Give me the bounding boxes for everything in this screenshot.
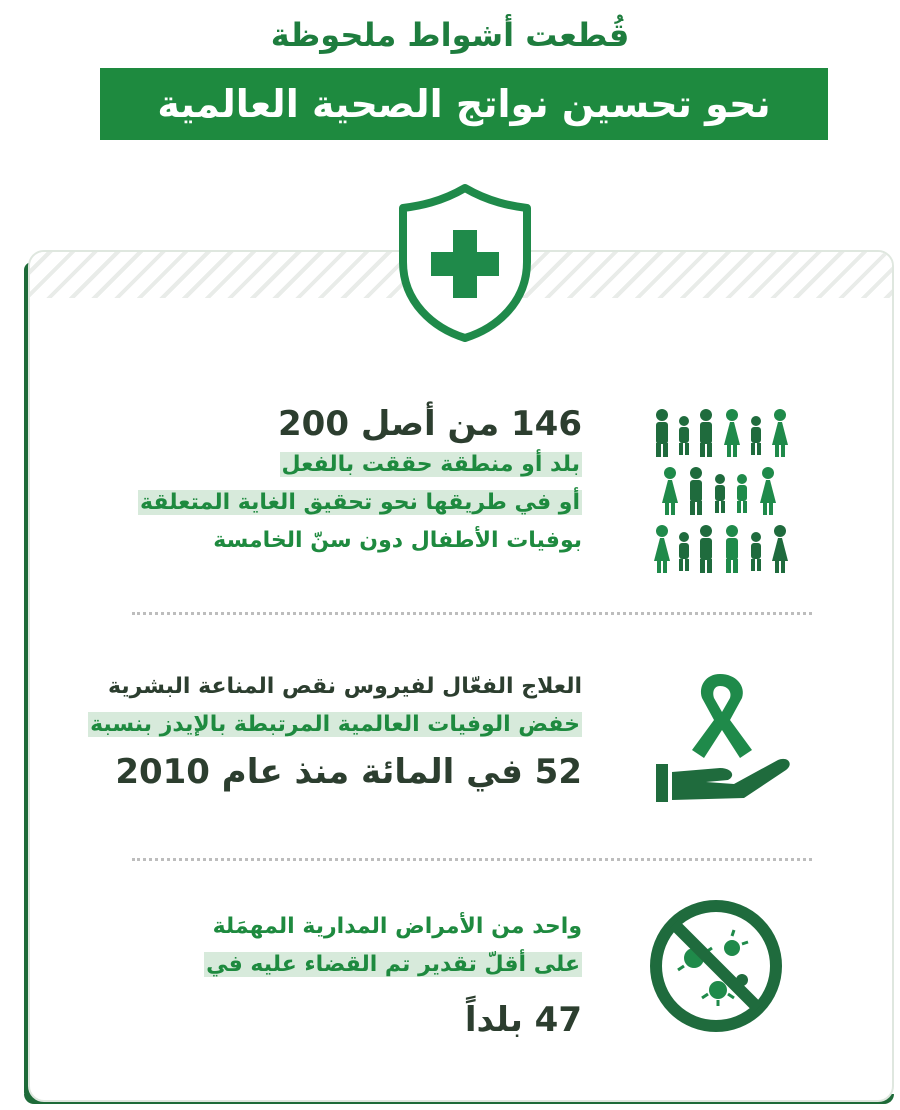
stat-line: بوفيات الأطفال دون سنّ الخامسة [213, 528, 582, 553]
stat-headline-aids: 52 في المائة منذ عام 2010 [115, 752, 582, 792]
stat-headline-tropical: 47 بلداً [464, 1000, 582, 1040]
shield-plus-icon [397, 182, 533, 342]
aids-ribbon-hand-icon [650, 668, 800, 812]
stat-section-aids [88, 668, 582, 794]
no-germs-icon [646, 896, 786, 1040]
stat-section-tropical [204, 908, 582, 1042]
stat-line: العلاج الفعّال لفيروس نقص المناعة البشرية [108, 674, 582, 699]
stat-line: بلد أو منطقة حققت بالفعل [281, 452, 580, 477]
page-banner: نحو تحسين نواتج الصحية العالمية [100, 68, 828, 140]
page-title: قُطعت أشواط ملحوظة [270, 16, 630, 54]
stat-headline-children: 146 من أصل 200 [278, 404, 582, 444]
section-divider [132, 612, 812, 615]
stat-section-children [138, 402, 582, 560]
stat-line: خفض الوفيات العالمية المرتبطة بالإيدز بنسبة [90, 712, 580, 737]
section-divider [132, 858, 812, 861]
stat-line: على أقلّ تقدير تم القضاء عليه في [206, 952, 580, 977]
stat-line: أو في طريقها نحو تحقيق الغاية المتعلقة [140, 490, 580, 515]
people-group-icon [648, 405, 808, 579]
stat-line: واحد من الأمراض المدارية المهمَلة [212, 914, 582, 939]
